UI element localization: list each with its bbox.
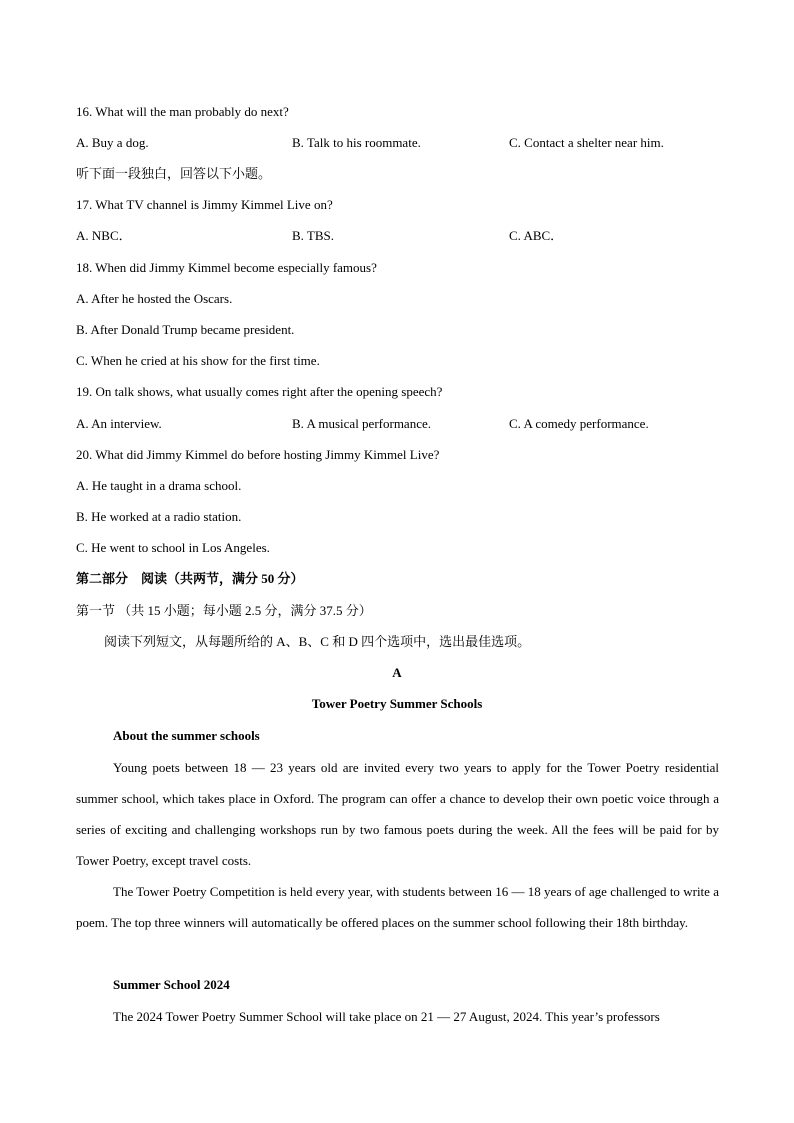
q17-option-a: A. NBC．: [76, 228, 132, 243]
question-19: 19. On talk shows, what usually comes right after the opening speech?: [76, 384, 443, 399]
q16-option-b: B. Talk to his roommate.: [292, 135, 421, 150]
monologue-instruction: 听下面一段独白，回答以下小题。: [76, 166, 272, 181]
q18-option-a: A. After he hosted the Oscars.: [76, 291, 233, 306]
q17-option-b: B. TBS.: [292, 228, 335, 243]
paragraph-1: Young poets between 18 — 23 years old are invited every two years to apply for the Tower Poetry residential summer school, which takes place in Oxford. The program can offer a chance to develop their own poetic voice through a series of exciting and challenging workshops run by two famous poets during the week. All the fees will be paid for by Tower Poetry, except travel costs.: [76, 760, 719, 868]
q19-option-c: C. A comedy performance.: [509, 416, 649, 431]
section1-heading: 第一节 （共 15 小题；每小题 2.5 分，满分 37.5 分）: [76, 603, 372, 618]
question-16: 16. What will the man probably do next?: [76, 104, 289, 119]
q20-option-c: C. He went to school in Los Angeles.: [76, 540, 270, 555]
part2-heading: 第二部分 阅读（共两节，满分 50 分）: [76, 571, 304, 586]
q20-option-a: A. He taught in a drama school.: [76, 478, 242, 493]
q17-option-c: C. ABC．: [509, 228, 564, 243]
question-20: 20. What did Jimmy Kimmel do before hosting Jimmy Kimmel Live?: [76, 447, 440, 462]
reading-instruction: 阅读下列短文，从每题所给的 A、B、C 和 D 四个选项中，选出最佳选项。: [104, 634, 531, 649]
q18-option-c: C. When he cried at his show for the first time.: [76, 353, 320, 368]
q16-option-c: C. Contact a shelter near him.: [509, 135, 664, 150]
passage-title: Tower Poetry Summer Schools: [311, 696, 483, 711]
paragraph-2: The Tower Poetry Competition is held every year, with students between 16 — 18 years of age challenged to write a poem. The top three winners will automatically be offered places on the summer school following their 18th birthday.: [76, 884, 719, 930]
paragraph-3: The 2024 Tower Poetry Summer School will take place on 21 — 27 August, 2024. This year’s professors: [113, 1009, 660, 1024]
subheading-about: About the summer schools: [113, 728, 260, 743]
passage-letter: A: [392, 665, 402, 680]
q18-option-b: B. After Donald Trump became president.: [76, 322, 295, 337]
q19-option-b: B. A musical performance.: [292, 416, 431, 431]
question-18: 18. When did Jimmy Kimmel become especially famous?: [76, 260, 377, 275]
q16-option-a: A. Buy a dog.: [76, 135, 149, 150]
q19-option-a: A. An interview.: [76, 416, 162, 431]
subheading-summer-school: Summer School 2024: [113, 977, 230, 992]
q20-option-b: B. He worked at a radio station.: [76, 509, 242, 524]
question-17: 17. What TV channel is Jimmy Kimmel Live on?: [76, 197, 333, 212]
